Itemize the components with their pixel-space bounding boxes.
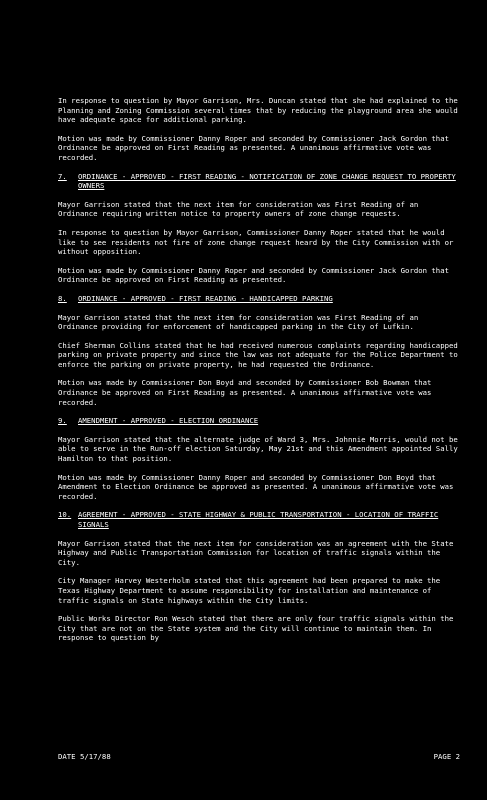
agenda-item-8-heading: [58, 294, 460, 304]
page-footer: [58, 752, 460, 762]
footer-page-number: PAGE 2: [433, 752, 460, 761]
paragraph: In response to question by Mayor Garrison, Commissioner Danny Roper stated that he would like to see residents not fire of zone change request heard by the City Commission with or without opposition.: [58, 227, 454, 257]
paragraph: Mayor Garrison stated that the alternate judge of Ward 3, Mrs. Johnnie Morris, would not be able to serve in the Run-off election Saturday, May 21st and this Amendment appointed Sally Hamilton to that position.: [58, 434, 458, 464]
item-title: ORDINANCE - APPROVED - FIRST READING - HANDICAPPED PARKING: [78, 293, 333, 303]
paragraph: Motion was made by Commissioner Danny Roper and seconded by Commissioner Don Boyd that Amendment to Election Ordinance be approved as presented. A unanimous affirmative vote was recorded.: [58, 472, 454, 501]
paragraph: Motion was made by Commissioner Danny Roper and seconded by Commissioner Jack Gordon that Ordinance be approved on First Reading as presented. A unanimous affirmative vote was recorded.: [58, 133, 449, 162]
item-number: 8.: [58, 293, 67, 303]
paragraph: Mayor Garrison stated that the next item for consideration was First Reading of an Ordinance requiring written notice to property owners of zone change requests.: [58, 199, 419, 219]
item-title: AGREEMENT - APPROVED - STATE HIGHWAY & PUBLIC TRANSPORTATION - LOCATION OF TRAFFIC SIGNALS: [78, 510, 439, 529]
paragraph: Chief Sherman Collins stated that he had received numerous complaints regarding handicapped parking on private property and since the law was not adequate for the Police Department to enforce the parking on private property, he had requested the Ordinance.: [58, 340, 458, 369]
paragraph: Mayor Garrison stated that the next item for consideration was First Reading of an Ordinance providing for enforcement of handicapped parking in the City of Lufkin.: [58, 312, 419, 332]
item-number: 9.: [58, 416, 67, 426]
agenda-item-10-heading: [58, 510, 460, 529]
paragraph: Motion was made by Commissioner Danny Roper and seconded by Commissioner Jack Gordon that Ordinance be approved on First Reading as presented.: [58, 265, 449, 285]
item-number: 7.: [58, 171, 67, 181]
item-number: 10.: [58, 510, 72, 520]
paragraph: Public Works Director Ron Wesch stated that there are only four traffic signals within the City that are not on the State system and the City will continue to maintain them. In response to question by: [58, 614, 454, 643]
item-title: AMENDMENT - APPROVED - ELECTION ORDINANCE: [78, 416, 259, 426]
paragraph: Mayor Garrison stated that the next item for consideration was an agreement with the State Highway and Public Transportation Commission for location of traffic signals within the City.: [58, 538, 454, 567]
paragraph: City Manager Harvey Westerholm stated that this agreement had been prepared to make the Texas Highway Department to assume responsibility for installation and maintenance of traffic signals on State highways within the City limits.: [58, 576, 441, 605]
paragraph: In response to question by Mayor Garrison, Mrs. Duncan stated that she had explained to the Planning and Zoning Commission several times that by reducing the playground area she would have adequate space for additional parking.: [58, 96, 458, 125]
footer-date: DATE 5/17/88: [58, 752, 111, 761]
agenda-item-9-heading: [58, 416, 460, 426]
document-body: [58, 96, 460, 652]
item-title: ORDINANCE - APPROVED - FIRST READING - NOTIFICATION OF ZONE CHANGE REQUEST TO PROPERTY OWNERS: [78, 171, 456, 191]
paragraph: Motion was made by Commissioner Don Boyd and seconded by Commissioner Bob Bowman that Ordinance be approved on First Reading as presented. A unanimous affirmative vote was recorded.: [58, 378, 432, 407]
agenda-item-7-heading: [58, 172, 460, 191]
